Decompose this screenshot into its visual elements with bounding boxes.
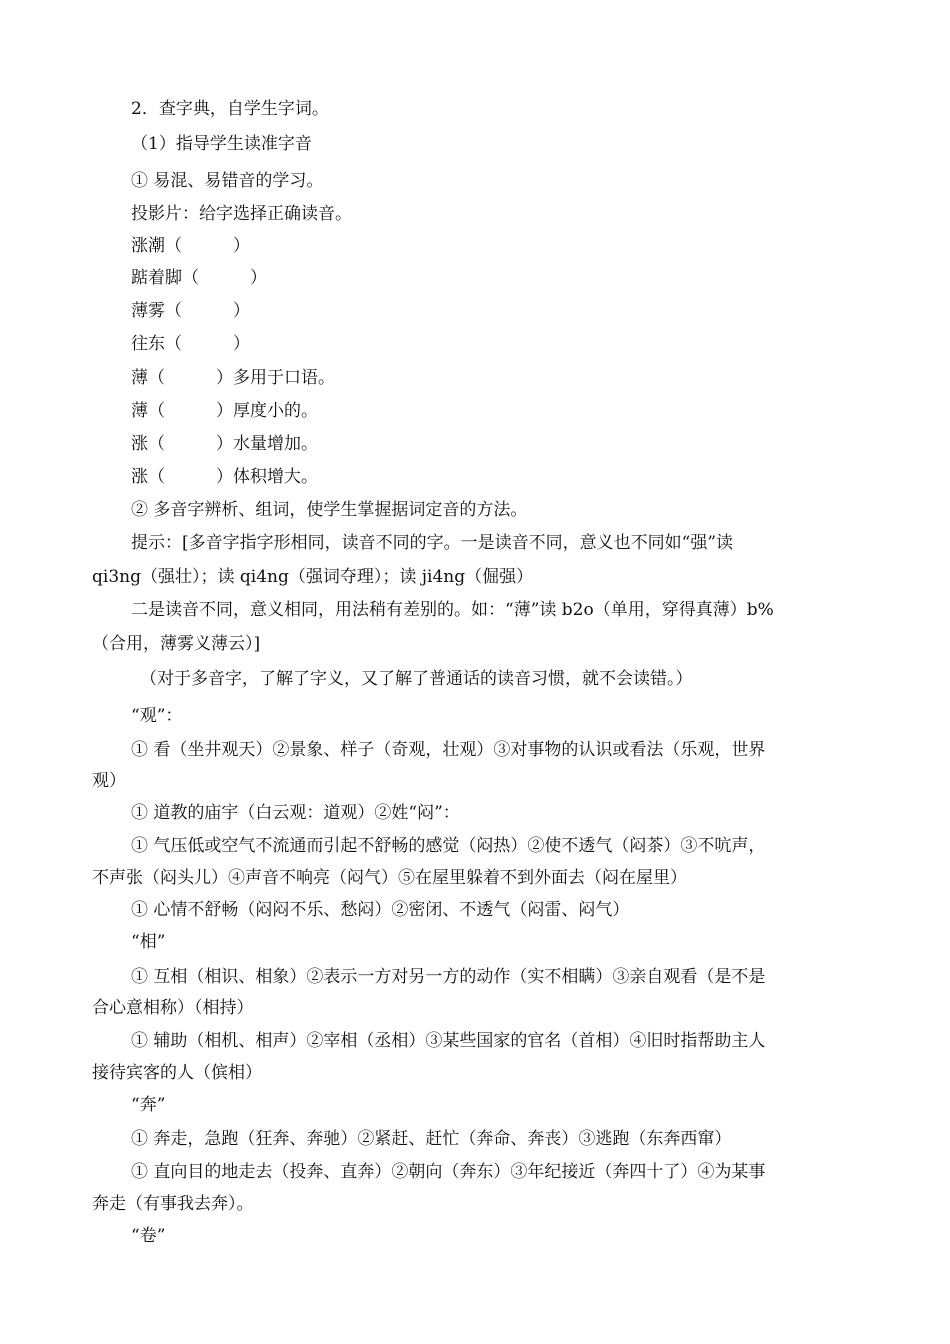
text-line: 投影片：给字选择正确读音。: [131, 204, 352, 224]
text-line: ① 直向目的地走去（投奔、直奔）②朝向（奔东）③年纪接近（奔四十了）④为某事: [131, 1162, 766, 1182]
exercise-item: 踮着脚（ ）: [131, 268, 267, 288]
text-line: ① 辅助（相机、相声）②宰相（丞相）③某些国家的官名（首相）④旧时指帮助主人: [131, 1031, 766, 1051]
exercise-item: 薄（ ）多用于口语。: [131, 368, 335, 388]
text-line: qi3ng（强壮）；读 qi4ng（强词夺理）；读 ji4ng（倔强）: [92, 567, 534, 587]
text-line: 二是读音不同，意义相同，用法稍有差别的。如：“薄”读 b2o（单用，穿得真薄）b%: [131, 600, 774, 620]
text-line: （合用，薄雾义薄云）]: [92, 634, 261, 654]
exercise-item: 涨（ ）水量增加。: [131, 434, 318, 454]
text-line: 奔走（有事我去奔）。: [92, 1194, 254, 1214]
text-line: ① 心情不舒畅（闷闷不乐、愁闷）②密闭、不透气（闷雷、闷气）: [131, 900, 630, 920]
text-line: ① 看（坐井观天）②景象、样子（奇观，壮观）③对事物的认识或看法（乐观，世界: [131, 740, 766, 760]
exercise-item: 往东（ ）: [131, 334, 250, 354]
text-line: 合心意相称）（相持）: [92, 998, 254, 1018]
text-line: ② 多音字辨析、组词，使学生掌握据词定音的方法。: [131, 500, 528, 520]
text-line: ① 气压低或空气不流通而引起不舒畅的感觉（闷热）②使不透气（闷茶）③不吭声，: [131, 836, 766, 856]
text-line: 提示：[多音字指字形相同，读音不同的字。一是读音不同，意义也不同如“强”读: [131, 533, 734, 553]
word-heading: “观”：: [131, 706, 183, 726]
word-heading: “相”: [131, 932, 166, 952]
exercise-item: 涨潮（ ）: [131, 236, 250, 256]
subsection-heading: （1）指导学生读准字音: [131, 134, 312, 154]
word-heading: “奔”: [131, 1095, 166, 1115]
exercise-item: 薄雾（ ）: [131, 301, 250, 321]
word-heading: “卷”: [131, 1226, 166, 1246]
text-line: ① 奔走，急跑（狂奔、奔驰）②紧赶、赶忙（奔命、奔丧）③逃跑（东奔西窜）: [131, 1129, 732, 1149]
text-line: 不声张（闷头儿）④声音不响亮（闷气）⑤在屋里躲着不到外面去（闷在屋里）: [92, 868, 687, 888]
text-line: 观）: [92, 771, 126, 791]
text-line: ① 互相（相识、相象）②表示一方对另一方的动作（实不相瞒）③亲自观看（是不是: [131, 967, 766, 987]
text-line: ① 道教的庙宇（白云观：道观）②姓“闷”：: [131, 803, 460, 823]
exercise-item: 薄（ ）厚度小的。: [131, 401, 318, 421]
exercise-item: 涨（ ）体积增大。: [131, 467, 318, 487]
text-line: ① 易混、易错音的学习。: [131, 171, 324, 191]
text-line: （对于多音字，了解了字义，又了解了普通话的读音习惯，就不会读错。）: [140, 669, 693, 689]
section-heading: 2．查字典，自学生字词。: [131, 99, 329, 119]
text-line: 接待宾客的人（傧相）: [92, 1063, 262, 1083]
